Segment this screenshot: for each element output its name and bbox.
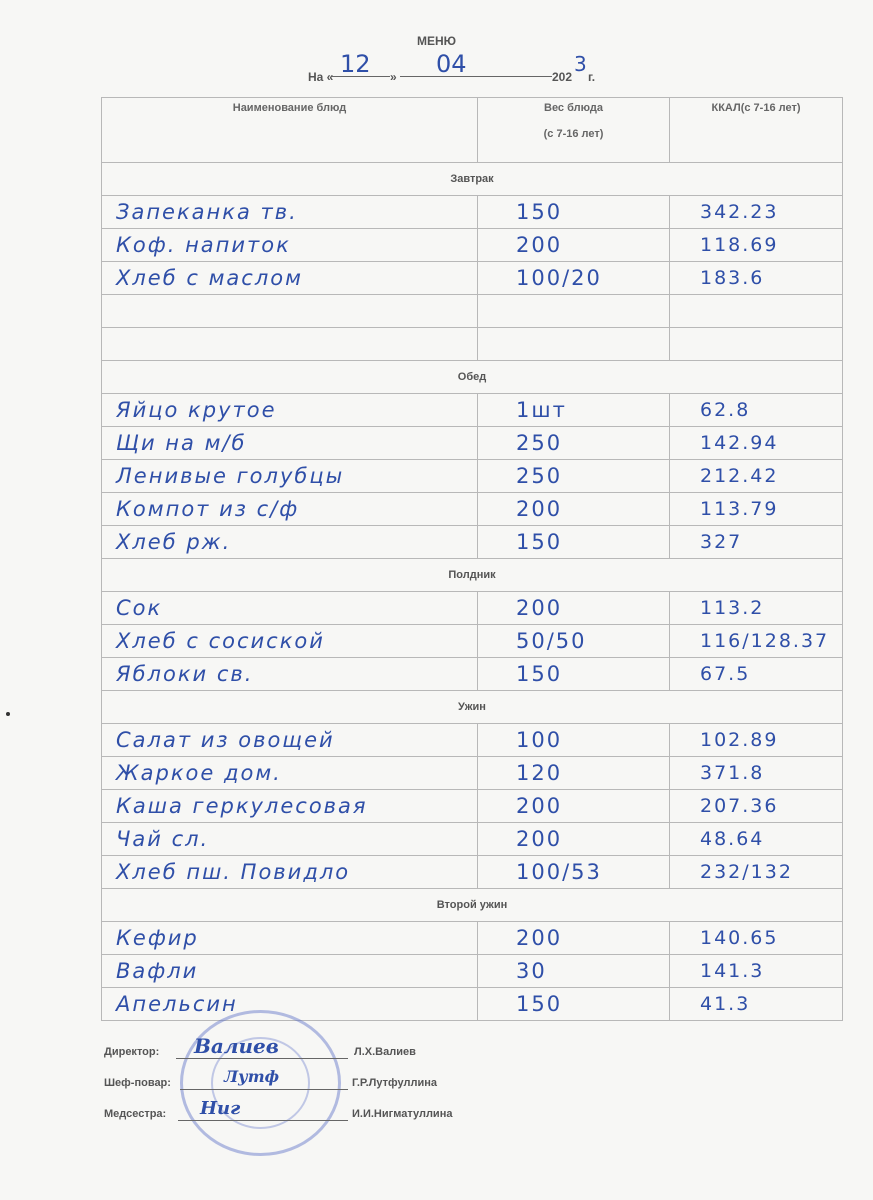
dish-row: [102, 955, 843, 988]
menu-table: [101, 97, 843, 1021]
dish-weight-cell: [478, 394, 670, 427]
dish-kcal-cell: [670, 856, 843, 889]
dish-name-cell: [102, 427, 478, 460]
dish-kcal: 141.3: [700, 960, 765, 982]
dish-kcal-cell: [670, 823, 843, 856]
dish-row: [102, 526, 843, 559]
dish-weight: 150: [516, 992, 563, 1016]
section-title: Полдник: [102, 559, 843, 592]
dish-name: Чай сл.: [116, 827, 210, 851]
dish-weight-cell: [478, 955, 670, 988]
dish-kcal-cell: [670, 757, 843, 790]
dish-kcal-cell: [670, 394, 843, 427]
dish-name: Каша геркулесовая: [116, 794, 368, 818]
dish-name-cell: [102, 493, 478, 526]
dish-row: [102, 856, 843, 889]
dish-row: [102, 790, 843, 823]
section-row: [102, 163, 843, 196]
page-title: МЕНЮ: [416, 34, 457, 48]
dish-name-cell: [102, 625, 478, 658]
dish-kcal: 342.23: [700, 201, 779, 223]
dish-kcal-cell: [670, 196, 843, 229]
dish-name: Хлеб с сосиской: [116, 629, 325, 653]
section-row: [102, 361, 843, 394]
dish-row: [102, 988, 843, 1021]
dish-weight-cell: [478, 724, 670, 757]
dish-kcal-cell: [670, 295, 843, 328]
month-underline: [400, 76, 552, 77]
dish-kcal-cell: [670, 724, 843, 757]
dish-row: [102, 328, 843, 361]
dish-name-cell: [102, 724, 478, 757]
dish-weight: 200: [516, 596, 563, 620]
dish-kcal-cell: [670, 625, 843, 658]
dish-row: [102, 724, 843, 757]
header-dish-name: [102, 98, 478, 163]
dish-weight-cell: [478, 493, 670, 526]
date-suffix: г.: [588, 70, 596, 84]
dish-kcal-cell: [670, 229, 843, 262]
dish-name: Запеканка тв.: [116, 200, 298, 224]
date-year-digit: 3: [574, 52, 587, 76]
dish-weight: 200: [516, 827, 563, 851]
dish-row: [102, 493, 843, 526]
dish-kcal-cell: [670, 328, 843, 361]
dish-weight-cell: [478, 658, 670, 691]
dish-weight: 100: [516, 728, 563, 752]
dish-weight-cell: [478, 460, 670, 493]
dish-name-cell: [102, 262, 478, 295]
dish-row: [102, 625, 843, 658]
dish-weight: 150: [516, 662, 563, 686]
dish-weight: 100/53: [516, 860, 602, 884]
dish-kcal-cell: [670, 592, 843, 625]
dish-weight-cell: [478, 823, 670, 856]
dish-name-cell: [102, 757, 478, 790]
dish-weight: 50/50: [516, 629, 587, 653]
dish-name: Салат из овощей: [116, 728, 335, 752]
dish-kcal: 113.79: [700, 498, 779, 520]
dish-row: [102, 262, 843, 295]
section-title: Ужин: [102, 691, 843, 724]
dish-weight-cell: [478, 757, 670, 790]
dish-weight-cell: [478, 856, 670, 889]
header-kcal-text: ККАЛ(с 7-16 лет): [711, 102, 801, 114]
dish-name: Сок: [116, 596, 163, 620]
dish-row: [102, 394, 843, 427]
nurse-role: Медсестра:: [104, 1108, 167, 1120]
dish-row: [102, 229, 843, 262]
dish-row: [102, 823, 843, 856]
chef-name: Г.Р.Лутфуллина: [352, 1077, 437, 1089]
dish-kcal-cell: [670, 427, 843, 460]
director-signature-line: [176, 1058, 348, 1059]
dish-name: Жаркое дом.: [116, 761, 282, 785]
dish-kcal: 327: [700, 531, 743, 553]
header-row: [102, 98, 843, 163]
dish-kcal-cell: [670, 526, 843, 559]
dish-kcal: 102.89: [700, 729, 779, 751]
section-row: [102, 889, 843, 922]
dish-name: Яйцо крутое: [116, 398, 277, 422]
scan-speck: [6, 712, 10, 716]
date-month: 04: [436, 50, 467, 78]
dish-kcal: 62.8: [700, 399, 751, 421]
dish-weight: 250: [516, 464, 563, 488]
section-title: Завтрак: [102, 163, 843, 196]
dish-name: Щи на м/б: [116, 431, 247, 455]
dish-row: [102, 592, 843, 625]
chef-signature: Лутф: [224, 1067, 280, 1086]
dish-name-cell: [102, 790, 478, 823]
chef-role: Шеф-повар:: [104, 1077, 171, 1089]
dish-kcal-cell: [670, 262, 843, 295]
signatures-block: [104, 1034, 604, 1139]
section-row: [102, 691, 843, 724]
signature-chef: [104, 1067, 604, 1108]
dish-kcal-cell: [670, 922, 843, 955]
dish-kcal: 140.65: [700, 927, 779, 949]
dish-kcal: 183.6: [700, 267, 765, 289]
dish-row: [102, 196, 843, 229]
dish-name: Ленивые голубцы: [116, 464, 345, 488]
signature-nurse: [104, 1098, 604, 1139]
nurse-signature: Ниг: [200, 1098, 241, 1119]
dish-name-cell: [102, 460, 478, 493]
menu-body: [102, 163, 843, 1021]
dish-row: [102, 757, 843, 790]
dish-kcal: 212.42: [700, 465, 779, 487]
section-title: Обед: [102, 361, 843, 394]
nurse-name: И.И.Нигматуллина: [352, 1108, 453, 1120]
dish-kcal: 142.94: [700, 432, 779, 454]
dish-kcal-cell: [670, 790, 843, 823]
header-dish-name-text: Наименование блюд: [232, 102, 347, 114]
dish-kcal-cell: [670, 460, 843, 493]
dish-kcal-cell: [670, 955, 843, 988]
dish-name: Хлеб пш. Повидло: [116, 860, 351, 884]
chef-signature-line: [180, 1089, 348, 1090]
dish-weight-cell: [478, 790, 670, 823]
dish-weight: 30: [516, 959, 547, 983]
dish-name: Хлеб рж.: [116, 530, 232, 554]
date-year-prefix: 202: [552, 70, 573, 84]
dish-name-cell: [102, 823, 478, 856]
dish-name-cell: [102, 592, 478, 625]
dish-name: Яблоки св.: [116, 662, 254, 686]
dish-kcal: 67.5: [700, 663, 751, 685]
dish-name-cell: [102, 658, 478, 691]
header-weight-line1: Вес блюда: [544, 102, 603, 114]
dish-name: Вафли: [116, 959, 199, 983]
dish-row: [102, 427, 843, 460]
dish-kcal-cell: [670, 493, 843, 526]
dish-weight: 250: [516, 431, 563, 455]
date-day: 12: [340, 50, 371, 78]
dish-kcal: 232/132: [700, 861, 793, 883]
dish-kcal: 48.64: [700, 828, 765, 850]
dish-row: [102, 922, 843, 955]
dish-kcal: 207.36: [700, 795, 779, 817]
dish-kcal: 113.2: [700, 597, 765, 619]
dish-weight-cell: [478, 427, 670, 460]
dish-weight: 200: [516, 497, 563, 521]
dish-name: Кефир: [116, 926, 199, 950]
dish-name: Хлеб с маслом: [116, 266, 303, 290]
dish-name-cell: [102, 328, 478, 361]
director-role: Директор:: [104, 1046, 160, 1058]
dish-name-cell: [102, 229, 478, 262]
dish-kcal: 41.3: [700, 993, 751, 1015]
dish-kcal: 371.8: [700, 762, 765, 784]
dish-weight-cell: [478, 295, 670, 328]
dish-name-cell: [102, 394, 478, 427]
dish-weight: 150: [516, 200, 563, 224]
section-row: [102, 559, 843, 592]
dish-weight-cell: [478, 262, 670, 295]
dish-weight-cell: [478, 196, 670, 229]
dish-weight: 150: [516, 530, 563, 554]
header-weight: [478, 98, 670, 163]
dish-name-cell: [102, 196, 478, 229]
date-prefix: На «: [308, 70, 334, 84]
dish-name: Компот из с/ф: [116, 497, 300, 521]
dish-weight-cell: [478, 625, 670, 658]
director-name: Л.Х.Валиев: [354, 1046, 416, 1058]
date-mid: »: [390, 70, 397, 84]
dish-weight: 200: [516, 794, 563, 818]
dish-row: [102, 460, 843, 493]
dish-weight-cell: [478, 592, 670, 625]
header-kcal: [670, 98, 843, 163]
dish-kcal-cell: [670, 658, 843, 691]
dish-name-cell: [102, 526, 478, 559]
dish-row: [102, 295, 843, 328]
dish-name: Коф. напиток: [116, 233, 291, 257]
dish-weight: 100/20: [516, 266, 602, 290]
dish-name-cell: [102, 922, 478, 955]
dish-weight: 200: [516, 233, 563, 257]
dish-weight: 1шт: [516, 398, 567, 422]
dish-kcal: 118.69: [700, 234, 779, 256]
signature-director: [104, 1034, 604, 1077]
dish-weight-cell: [478, 922, 670, 955]
menu-date: [308, 50, 628, 84]
dish-kcal-cell: [670, 988, 843, 1021]
dish-row: [102, 658, 843, 691]
dish-weight: 120: [516, 761, 563, 785]
dish-name-cell: [102, 856, 478, 889]
section-title: Второй ужин: [102, 889, 843, 922]
dish-weight-cell: [478, 526, 670, 559]
header-weight-line2: (с 7-16 лет): [543, 128, 604, 140]
dish-name-cell: [102, 955, 478, 988]
dish-kcal: 116/128.37: [700, 630, 830, 652]
dish-weight: 200: [516, 926, 563, 950]
dish-weight-cell: [478, 229, 670, 262]
dish-name-cell: [102, 295, 478, 328]
dish-name: Апельсин: [116, 992, 238, 1016]
director-signature: Валиев: [194, 1034, 279, 1058]
dish-weight-cell: [478, 328, 670, 361]
dish-weight-cell: [478, 988, 670, 1021]
nurse-signature-line: [178, 1120, 348, 1121]
